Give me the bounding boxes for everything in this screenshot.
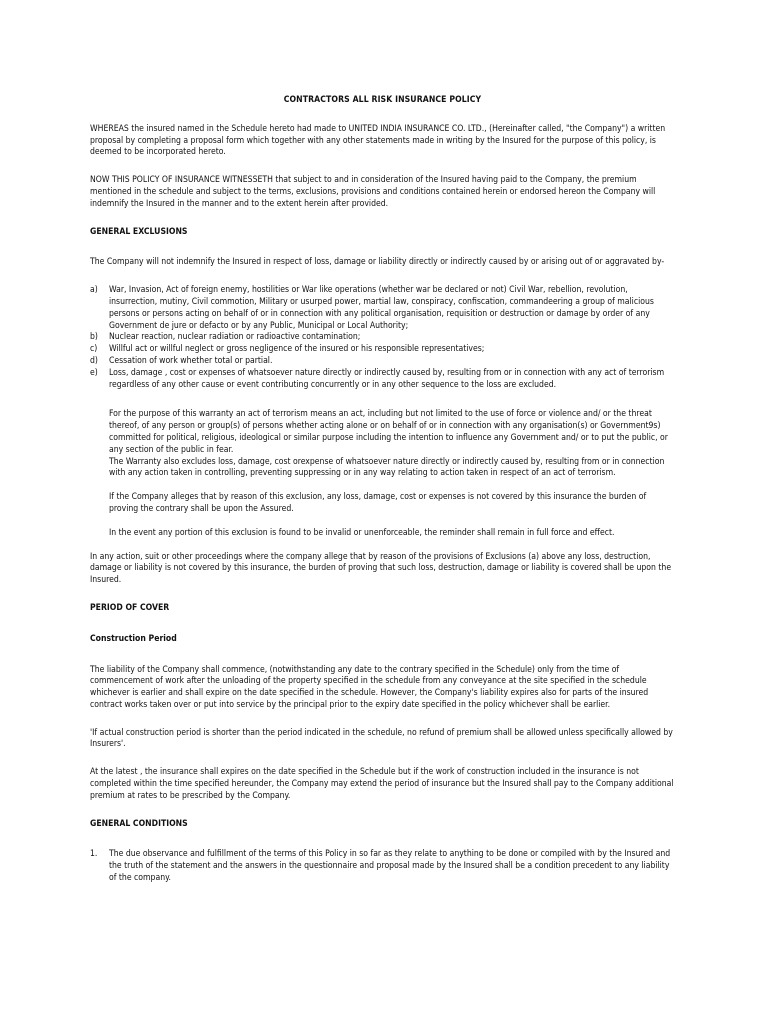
severability-paragraph: In the event any portion of this exclusion is found to be invalid or unenforceable, the reminder shall remain in full force and effect. [109,527,615,538]
action-suit-paragraph: In any action, suit or other proceedings where the company allege that by reason of the provisions of Exclusions (a) above any loss, destruction, damage or liability is not covered by this insurance, the burden of proving that such loss, destruction, damage or liability is covered shall be upon the Insured. [90,551,672,586]
intro-paragraph-whereas: WHEREAS the insured named in the Schedule hereto had made to UNITED INDIA INSURANCE CO. LTD., (Hereinafter called, "the Company") a written proposal by completing a proposal form which together with any other statements made in writing by the Insured for the purpose of this policy, is deemed to be incorporated hereto. [90,123,666,158]
general-conditions-heading: GENERAL CONDITIONS [90,818,188,829]
list-marker: b) [90,332,98,343]
warranty-exclusion-paragraph: The Warranty also excludes loss, damage, cost orexpense of whatsoever nature directly or indirectly caused by, resulting from or in connection with any action taken in controlling, preventing suppressing or in any way relating to action taken in respect of an act of terrorism. [109,456,665,479]
burden-of-proof-paragraph: If the Company alleges that by reason of this exclusion, any loss, damage, cost or expenses is not covered by this insurance the burden of proving the contrary shall be upon the Assured. [109,492,647,514]
list-item-text: Nuclear reaction, nuclear radiation or radioactive contamination; [109,332,361,343]
terrorism-warranty-block [90,409,675,539]
list-item-text: Loss, damage , cost or expenses of whatsoever nature directly or indirectly caused by, resulting from or in connection with any act of terrorism regardless of any other cause or event contributing concurrently or in any other sequence to the loss are excluded. [109,367,665,390]
general-exclusions-heading: GENERAL EXCLUSIONS [90,226,188,237]
list-item-text: War, Invasion, Act of foreign enemy, hostilities or War like operations (whether war be declared or not) Civil War, rebellion, revolution, insurrection, mutiny, Civil commotion, Military or usurped power, martial law, conspiracy, confiscation, commandeering a group of malicious persons or persons acting on behalf of or in connection with any political organisation, requisition or destruction or damage by order of any Government de jure or defacto or by any Public, Municipal or Local Authority; [109,285,654,331]
list-marker: a) [90,285,98,296]
list-item [90,356,675,368]
list-item [90,849,675,884]
construction-period-subheading: Construction Period [90,633,177,644]
list-item-text: The due observance and fulfillment of the terms of this Policy in so far as they relate to anything to be done or compiled with by the Insured and the truth of the statement and the answers in the questionnaire and proposal made by the Insured shall be a condition precedent to any liability of the company. [109,849,671,884]
exclusions-list [90,285,675,391]
insurance-expiry-paragraph: At the latest , the insurance shall expires on the date specified in the Schedule but if the work of construction included in the insurance is not completed within the time specified hereunder, the Company may extend the period of insurance but the Insured shall pay to the Company additional premium at rates to be prescribed by the Company. [90,767,674,801]
policy-document [90,95,675,885]
list-item [90,344,675,356]
refund-of-premium-paragraph: 'If actual construction period is shorter than the period indicated in the schedule, no refund of premium shall be allowed unless specifically allowed by Insurers'. [90,727,673,750]
conditions-list [90,849,675,884]
list-marker: d) [90,355,98,366]
list-item [90,368,675,392]
intro-paragraph-witnesseth: NOW THIS POLICY OF INSURANCE WITNESSETH that subject to and in consideration of the Insured having paid to the Company, the premium mentioned in the schedule and subject to the terms, exclusions, provisions and conditions contained herein or endorsed hereon the Company will indemnify the Insured in the manner and to the extent herein after provided. [90,175,656,209]
list-item-text: Willful act or willful neglect or gross negligence of the insured or his responsible representatives; [109,344,485,355]
list-item [90,332,675,344]
list-marker: 1. [90,849,98,860]
period-of-cover-heading: PERIOD OF COVER [90,602,170,613]
terrorism-definition-paragraph: For the purpose of this warranty an act of terrorism means an act, including but not limited to the use of force or violence and/ or the threat thereof, of any person or group(s) of persons whether acting alone or on behalf of or in connection with any organisation(s) or Government9s) committed for political, religious, ideological or similar purpose including the intention to influence any Government and/ or to put the public, or any section of the public in fear. [109,409,668,455]
exclusions-lead-paragraph: The Company will not indemnify the Insured in respect of loss, damage or liability directly or indirectly caused by or arising out of or aggravated by- [90,257,665,268]
list-item-text: Cessation of work whether total or partial. [109,355,273,366]
liability-commencement-paragraph: The liability of the Company shall commence, (notwithstanding any date to the contrary specified in the Schedule) only from the time of commencement of work after the unloading of the property specified in the schedule from any conveyance at the site specified in the schedule whichever is earlier and shall expire on the date specified in the schedule. However, the Company's liability expires also for parts of the insured contract works taken over or put into service by the principal prior to the expiry date specified in the policy whichever shall be earlier. [90,664,649,710]
list-marker: c) [90,344,98,355]
document-title: CONTRACTORS ALL RISK INSURANCE POLICY [283,95,482,105]
list-item [90,285,675,332]
list-marker: e) [90,367,98,378]
